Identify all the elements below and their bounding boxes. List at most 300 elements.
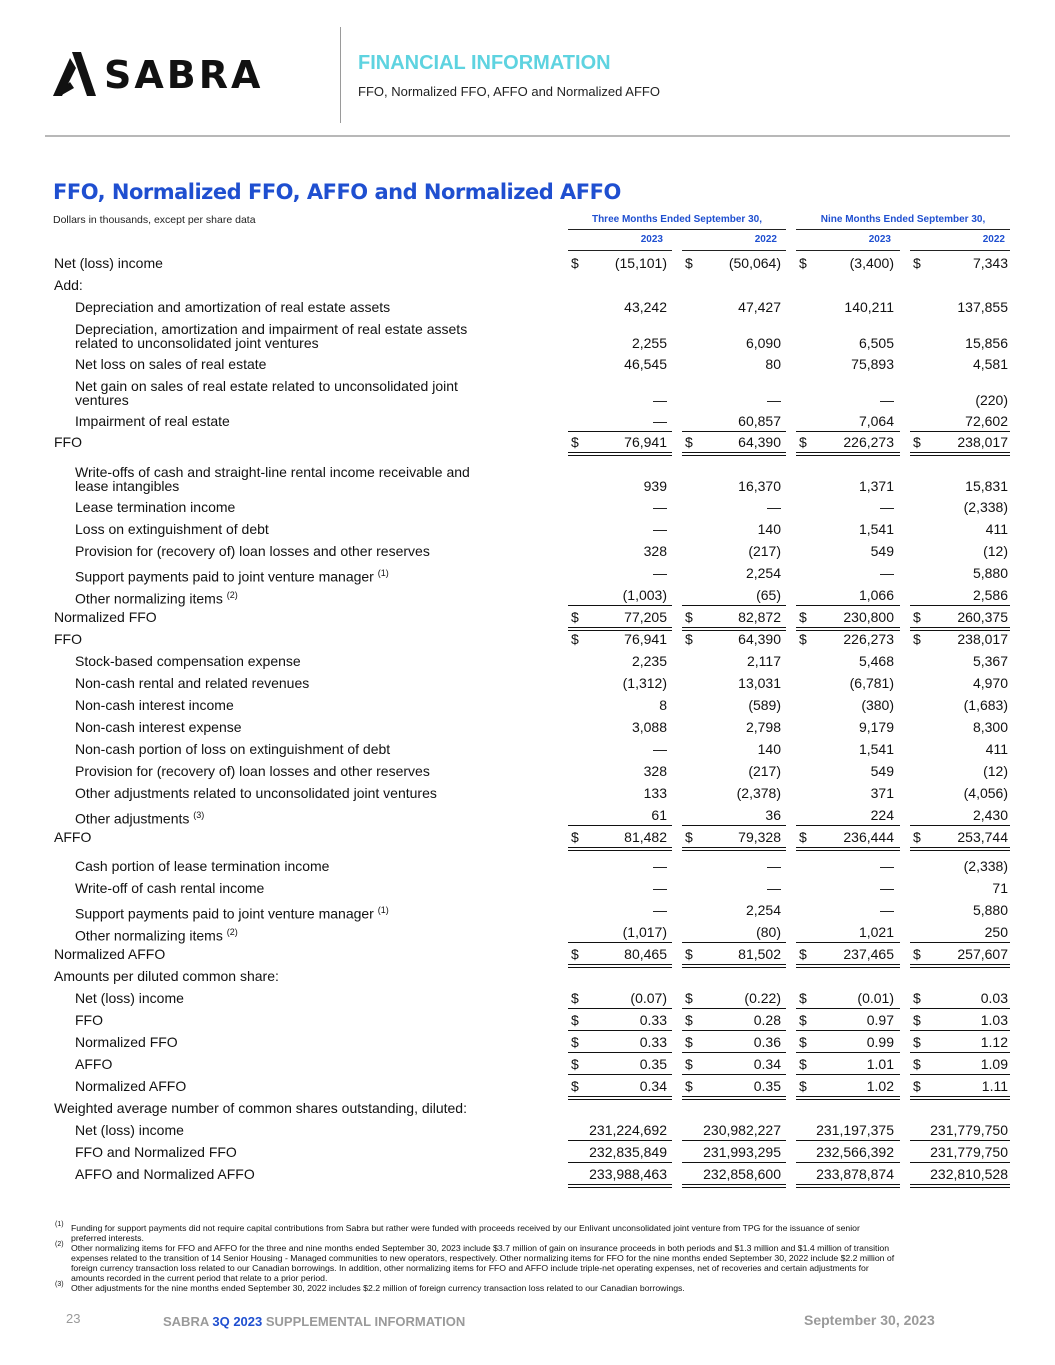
cell-underline	[796, 825, 900, 826]
cell-underline	[910, 605, 1010, 606]
cell-double-underline	[682, 455, 786, 456]
cell-double-underline	[796, 455, 900, 456]
table-cell-value: —	[653, 413, 667, 429]
cell-underline	[682, 1140, 786, 1141]
cell-double-underline	[910, 850, 1010, 851]
table-cell-value: 1,541	[858, 521, 894, 537]
table-cell-value: (80)	[756, 924, 781, 940]
table-cell-value: 238,017	[957, 631, 1008, 647]
table-cell-value: 253,744	[957, 829, 1008, 845]
sabra-logo-mark-icon	[52, 52, 100, 98]
header-section-subtitle: FFO, Normalized FFO, AFFO and Normalized AFFO	[358, 84, 660, 99]
table-cell-value: 226,273	[843, 631, 894, 647]
table-cell-value: 0.36	[753, 1034, 781, 1050]
cell-underline	[910, 452, 1010, 453]
table-cell-value: 77,205	[624, 609, 667, 625]
currency-symbol: $	[799, 434, 807, 450]
row-label	[75, 544, 430, 558]
table-cell-value: 231,197,375	[816, 1122, 894, 1138]
table-cell-value: 72,602	[965, 413, 1008, 429]
table-cell-value: 1.12	[980, 1034, 1008, 1050]
row-label-text: Impairment of real estate	[75, 413, 230, 429]
row-label-text: AFFO	[54, 829, 92, 845]
cell-underline	[796, 627, 900, 628]
cell-underline	[682, 1008, 786, 1009]
currency-symbol: $	[913, 631, 921, 647]
table-cell-value: 6,505	[858, 335, 894, 351]
table-cell-value: (1,312)	[622, 675, 667, 691]
footnote-text: amounts recorded in the current period that relate to a prior period.	[71, 1273, 328, 1283]
table-cell-value: 8,300	[972, 719, 1008, 735]
table-cell-value: (3,400)	[849, 255, 894, 271]
table-cell-value: 549	[870, 543, 894, 559]
column-year: 2022	[754, 234, 777, 245]
currency-symbol: $	[571, 1012, 579, 1028]
table-cell-value: 260,375	[957, 609, 1008, 625]
table-cell-value: 232,858,600	[703, 1166, 781, 1182]
cell-underline	[568, 1184, 672, 1185]
header-divider	[340, 27, 341, 123]
table-cell-value: 16,370	[738, 478, 781, 494]
footer-date: September 30, 2023	[804, 1312, 935, 1328]
cell-underline	[910, 1140, 1010, 1141]
table-cell-value: (15,101)	[614, 255, 667, 271]
currency-symbol: $	[685, 1078, 693, 1094]
row-label-continued: lease intangibles	[75, 478, 180, 494]
row-label	[54, 1101, 467, 1115]
cell-double-underline	[682, 1187, 786, 1188]
currency-symbol: $	[685, 434, 693, 450]
row-label	[75, 1013, 103, 1027]
row-label	[75, 654, 301, 668]
column-year-rule	[796, 250, 900, 251]
row-label-text: Other normalizing items	[75, 590, 223, 607]
footnote-text: Funding for support payments did not require capital contributions from Sabra but rather were funded with proceeds received by our Enlivant unconsolidated joint venture from TPG for the issuance of senior	[71, 1223, 860, 1233]
table-cell-value: 231,779,750	[930, 1122, 1008, 1138]
column-year-rule	[682, 250, 786, 251]
cell-underline	[682, 847, 786, 848]
table-cell-value: (217)	[748, 763, 781, 779]
table-cell-value: 237,465	[843, 946, 894, 962]
table-cell-value: —	[653, 565, 667, 581]
row-label-continued: ventures	[75, 392, 129, 408]
row-label-text: AFFO	[75, 1056, 113, 1072]
table-cell-value: 232,835,849	[589, 1144, 667, 1160]
table-cell-value: 2,255	[631, 335, 667, 351]
cell-underline	[682, 964, 786, 965]
cell-underline	[796, 431, 900, 432]
table-cell-value: 2,254	[745, 565, 781, 581]
row-label-text: Depreciation and amortization of real estate assets	[75, 299, 391, 315]
table-cell-value: 47,427	[738, 299, 781, 315]
currency-symbol: $	[913, 829, 921, 845]
currency-symbol: $	[913, 255, 921, 271]
cell-underline	[682, 452, 786, 453]
table-cell-value: —	[653, 880, 667, 896]
currency-symbol: $	[685, 1056, 693, 1072]
cell-underline	[682, 1030, 786, 1031]
currency-symbol: $	[799, 609, 807, 625]
row-label-text: Net (loss) income	[54, 255, 163, 271]
cell-underline	[682, 1184, 786, 1185]
row-label	[75, 903, 389, 921]
table-cell-value: 371	[870, 785, 894, 801]
table-cell-value: 0.33	[639, 1034, 667, 1050]
cell-underline	[568, 964, 672, 965]
currency-symbol: $	[913, 609, 921, 625]
currency-symbol: $	[799, 1034, 807, 1050]
column-year: 2022	[982, 234, 1005, 245]
table-cell-value: 939	[643, 478, 667, 494]
cell-underline	[910, 847, 1010, 848]
table-cell-value: —	[767, 880, 781, 896]
cell-underline	[568, 1162, 672, 1163]
footer-brand	[163, 1314, 465, 1329]
table-cell-value: 64,390	[738, 434, 781, 450]
row-label	[75, 808, 204, 826]
table-cell-value: 76,941	[624, 434, 667, 450]
row-label	[75, 720, 242, 734]
row-label-text: Weighted average number of common shares outstanding, diluted:	[54, 1100, 467, 1116]
cell-underline	[796, 452, 900, 453]
currency-symbol: $	[571, 631, 579, 647]
currency-symbol: $	[799, 1078, 807, 1094]
table-cell-value: 7,343	[972, 255, 1008, 271]
cell-double-underline	[568, 967, 672, 968]
table-cell-value: 81,502	[738, 946, 781, 962]
table-cell-value: —	[880, 499, 894, 515]
row-label	[75, 925, 238, 943]
cell-underline	[568, 847, 672, 848]
row-label	[75, 588, 238, 606]
footnote-reference: (2)	[226, 927, 238, 937]
table-cell-value: 2,117	[747, 653, 781, 669]
currency-symbol: $	[685, 990, 693, 1006]
currency-symbol: $	[799, 1056, 807, 1072]
table-cell-value: 140,211	[844, 299, 894, 315]
cell-underline	[682, 825, 786, 826]
table-cell-value: 1.01	[866, 1056, 894, 1072]
column-year: 2023	[640, 234, 663, 245]
row-label	[75, 1035, 178, 1049]
table-cell-value: 2,430	[972, 807, 1008, 823]
currency-symbol: $	[571, 1078, 579, 1094]
row-label	[75, 500, 235, 514]
table-cell-value: 2,235	[631, 653, 667, 669]
table-cell-value: 0.35	[639, 1056, 667, 1072]
table-cell-value: (0.07)	[630, 990, 667, 1006]
row-label	[75, 859, 329, 873]
cell-double-underline	[568, 850, 672, 851]
table-cell-value: 6,090	[745, 335, 781, 351]
page-title: FFO, Normalized FFO, AFFO and Normalized AFFO	[53, 180, 621, 204]
cell-underline	[796, 964, 900, 965]
footer-brand-highlight: 3Q 2023	[212, 1314, 263, 1329]
page-number: 23	[66, 1311, 81, 1326]
table-cell-value: 137,855	[957, 299, 1008, 315]
cell-underline	[910, 1008, 1010, 1009]
row-label-text: Other adjustments	[75, 810, 190, 827]
currency-symbol: $	[799, 631, 807, 647]
row-label-text: Normalized AFFO	[54, 946, 166, 962]
cell-underline	[682, 1074, 786, 1075]
cell-underline	[796, 605, 900, 606]
table-cell-value: —	[653, 499, 667, 515]
row-label	[75, 698, 234, 712]
table-cell-value: 257,607	[957, 946, 1008, 962]
table-cell-value: —	[880, 880, 894, 896]
cell-underline	[568, 1008, 672, 1009]
table-cell-value: 0.99	[866, 1034, 894, 1050]
currency-symbol: $	[913, 946, 921, 962]
table-cell-value: 46,545	[624, 356, 667, 372]
table-cell-value: 231,779,750	[930, 1144, 1008, 1160]
row-label-text: Other normalizing items	[75, 927, 223, 944]
row-label	[75, 764, 430, 778]
row-label-text: Stock-based compensation expense	[75, 653, 301, 669]
cell-underline	[682, 942, 786, 943]
row-label	[75, 414, 230, 428]
row-label	[75, 1145, 237, 1159]
sabra-logo-wordmark: SABRA	[104, 53, 264, 97]
table-cell-value: 5,880	[972, 565, 1008, 581]
row-label: Write-offs of cash and straight-line rental income receivable and	[75, 464, 470, 480]
table-cell-value: (2,378)	[736, 785, 781, 801]
table-cell-value: (65)	[756, 587, 781, 603]
table-cell-value: 64,390	[738, 631, 781, 647]
table-cell-value: 76,941	[624, 631, 667, 647]
currency-symbol: $	[799, 255, 807, 271]
currency-symbol: $	[571, 990, 579, 1006]
row-label	[75, 742, 390, 756]
column-group-three-months: Three Months Ended September 30,	[591, 214, 763, 225]
row-label	[54, 435, 82, 449]
row-label: Depreciation, amortization and impairment of real estate assets	[75, 321, 468, 337]
row-label-text: Cash portion of lease termination income	[75, 858, 330, 874]
column-group-rule	[568, 229, 786, 230]
currency-symbol: $	[685, 829, 693, 845]
cell-underline	[910, 431, 1010, 432]
table-cell-value: 79,328	[738, 829, 781, 845]
table-cell-value: 9,179	[858, 719, 894, 735]
cell-double-underline	[910, 1099, 1010, 1100]
table-cell-value: 60,857	[738, 413, 781, 429]
currency-symbol: $	[571, 609, 579, 625]
table-cell-value: (1,003)	[622, 587, 667, 603]
currency-symbol: $	[571, 1034, 579, 1050]
currency-symbol: $	[685, 631, 693, 647]
cell-double-underline	[910, 1187, 1010, 1188]
table-cell-value: 411	[985, 521, 1008, 537]
cell-underline	[796, 1052, 900, 1053]
cell-underline	[910, 627, 1010, 628]
table-cell-value: (2,338)	[963, 499, 1008, 515]
cell-underline	[682, 1162, 786, 1163]
cell-underline	[796, 1096, 900, 1097]
row-label	[54, 947, 165, 961]
row-label	[54, 632, 82, 646]
footer-brand-suffix: SUPPLEMENTAL INFORMATION	[265, 1314, 466, 1329]
table-cell-value: 1.09	[980, 1056, 1008, 1072]
row-label-text: Other adjustments related to unconsolidated joint ventures	[75, 785, 437, 801]
table-cell-value: 71	[992, 880, 1008, 896]
cell-underline	[796, 942, 900, 943]
row-label	[75, 881, 264, 895]
cell-underline	[682, 605, 786, 606]
table-cell-value: 411	[985, 741, 1008, 757]
cell-underline	[910, 825, 1010, 826]
table-cell-value: (217)	[748, 543, 781, 559]
row-label	[75, 1079, 186, 1093]
table-cell-value: 80,465	[624, 946, 667, 962]
footnote-reference: (1)	[377, 568, 389, 578]
row-label-text: Add:	[54, 277, 83, 293]
row-label-text: AFFO and Normalized AFFO	[75, 1166, 255, 1182]
table-cell-value: 0.35	[753, 1078, 781, 1094]
cell-underline	[682, 1096, 786, 1097]
currency-symbol: $	[799, 990, 807, 1006]
cell-underline	[568, 1052, 672, 1053]
table-cell-value: (4,056)	[963, 785, 1008, 801]
cell-underline	[568, 1074, 672, 1075]
table-cell-value: 328	[643, 543, 667, 559]
cell-underline	[568, 605, 672, 606]
currency-symbol: $	[913, 1012, 921, 1028]
cell-underline	[910, 1184, 1010, 1185]
table-cell-value: —	[653, 741, 667, 757]
table-cell-value: (6,781)	[849, 675, 894, 691]
footnote-text: expenses related to the transition of 14 Senior Housing - Managed communities to new operators, respectively. Other normalizing items for FFO for the nine months ended September 30, 2022 include $2.2 million of	[71, 1253, 895, 1263]
cell-double-underline	[796, 1099, 900, 1100]
table-cell-value: 0.34	[753, 1056, 781, 1072]
cell-underline	[796, 1140, 900, 1141]
cell-underline	[568, 1096, 672, 1097]
row-label-text: FFO and Normalized FFO	[75, 1144, 237, 1160]
table-cell-value: 250	[984, 924, 1008, 940]
table-cell-value: 238,017	[957, 434, 1008, 450]
cell-double-underline	[910, 967, 1010, 968]
table-cell-value: —	[880, 565, 894, 581]
table-cell-value: (1,683)	[963, 697, 1008, 713]
table-cell-value: 15,856	[965, 335, 1008, 351]
table-cell-value: —	[653, 392, 667, 408]
footer-brand-prefix: SABRA	[163, 1314, 209, 1329]
table-cell-value: (50,064)	[728, 255, 781, 271]
table-cell-value: 80	[765, 356, 781, 372]
cell-double-underline	[910, 455, 1010, 456]
row-label	[54, 969, 279, 983]
table-cell-value: 1,371	[858, 478, 894, 494]
table-cell-value: (380)	[861, 697, 894, 713]
cell-double-underline	[568, 1099, 672, 1100]
table-cell-value: 2,254	[745, 902, 781, 918]
row-label	[54, 830, 91, 844]
cell-double-underline	[682, 1099, 786, 1100]
footnote-mark: (1)	[55, 1221, 64, 1228]
table-cell-value: 43,242	[624, 299, 667, 315]
table-cell-value: 0.28	[753, 1012, 781, 1028]
currency-symbol: $	[913, 1078, 921, 1094]
row-label	[75, 300, 390, 314]
currency-symbol: $	[571, 255, 579, 271]
table-cell-value: 2,798	[745, 719, 781, 735]
footnote-text: Other normalizing items for FFO and AFFO for the three and nine months ended September 30, 2023 include $3.7 million of gain on insurance proceeds in both periods and $1.3 million and $1.4 million of transition	[71, 1243, 890, 1253]
table-cell-value: 224	[870, 807, 894, 823]
table-cell-value: 61	[651, 807, 667, 823]
table-cell-value: (0.01)	[857, 990, 894, 1006]
table-cell-value: 15,831	[965, 478, 1008, 494]
table-cell-value: 140	[757, 521, 781, 537]
cell-underline	[796, 1074, 900, 1075]
table-cell-value: 230,800	[843, 609, 894, 625]
table-cell-value: 140	[757, 741, 781, 757]
row-label-text: Provision for (recovery of) loan losses and other reserves	[75, 543, 430, 559]
cell-underline	[910, 964, 1010, 965]
table-cell-value: 5,367	[972, 653, 1008, 669]
cell-underline	[910, 1096, 1010, 1097]
row-label	[54, 278, 83, 292]
currency-symbol: $	[685, 609, 693, 625]
currency-symbol: $	[571, 829, 579, 845]
currency-symbol: $	[685, 1012, 693, 1028]
footnote-reference: (2)	[226, 590, 238, 600]
row-label-text: Non-cash interest income	[75, 697, 234, 713]
currency-symbol: $	[913, 1034, 921, 1050]
footnote-mark: (3)	[55, 1281, 64, 1288]
cell-underline	[568, 431, 672, 432]
table-cell-value: 1.11	[981, 1078, 1008, 1094]
table-cell-value: (12)	[983, 543, 1008, 559]
table-cell-value: 328	[643, 763, 667, 779]
footnote-reference: (1)	[377, 905, 389, 915]
table-cell-value: (0.22)	[744, 990, 781, 1006]
table-cell-value: —	[653, 902, 667, 918]
cell-underline	[796, 1008, 900, 1009]
table-cell-value: 7,064	[858, 413, 894, 429]
cell-underline	[796, 847, 900, 848]
cell-underline	[568, 1030, 672, 1031]
table-cell-value: 1.03	[980, 1012, 1008, 1028]
column-year-rule	[568, 250, 672, 251]
row-label-text: Non-cash portion of loss on extinguishment of debt	[75, 741, 391, 757]
row-label-text: Lease termination income	[75, 499, 236, 515]
row-label	[75, 991, 184, 1005]
row-label	[75, 676, 309, 690]
cell-double-underline	[796, 850, 900, 851]
currency-symbol: $	[685, 1034, 693, 1050]
cell-underline	[910, 1162, 1010, 1163]
row-label	[75, 1123, 184, 1137]
currency-symbol: $	[913, 1056, 921, 1072]
row-label-continued: related to unconsolidated joint ventures	[75, 335, 319, 351]
table-cell-value: —	[767, 499, 781, 515]
row-label	[75, 357, 266, 371]
table-cell-value: 81,482	[624, 829, 667, 845]
header-section-title: FINANCIAL INFORMATION	[358, 52, 611, 74]
table-cell-value: 5,468	[858, 653, 894, 669]
row-label	[75, 566, 389, 584]
table-cell-value: —	[653, 858, 667, 874]
table-cell-value: —	[653, 521, 667, 537]
row-label: Net gain on sales of real estate related to unconsolidated joint	[75, 378, 458, 394]
table-cell-value: 0.97	[866, 1012, 894, 1028]
cell-underline	[568, 825, 672, 826]
cell-underline	[796, 1030, 900, 1031]
table-cell-value: 13,031	[738, 675, 781, 691]
row-label-text: FFO	[75, 1012, 103, 1028]
cell-double-underline	[682, 850, 786, 851]
table-cell-value: 4,970	[972, 675, 1008, 691]
